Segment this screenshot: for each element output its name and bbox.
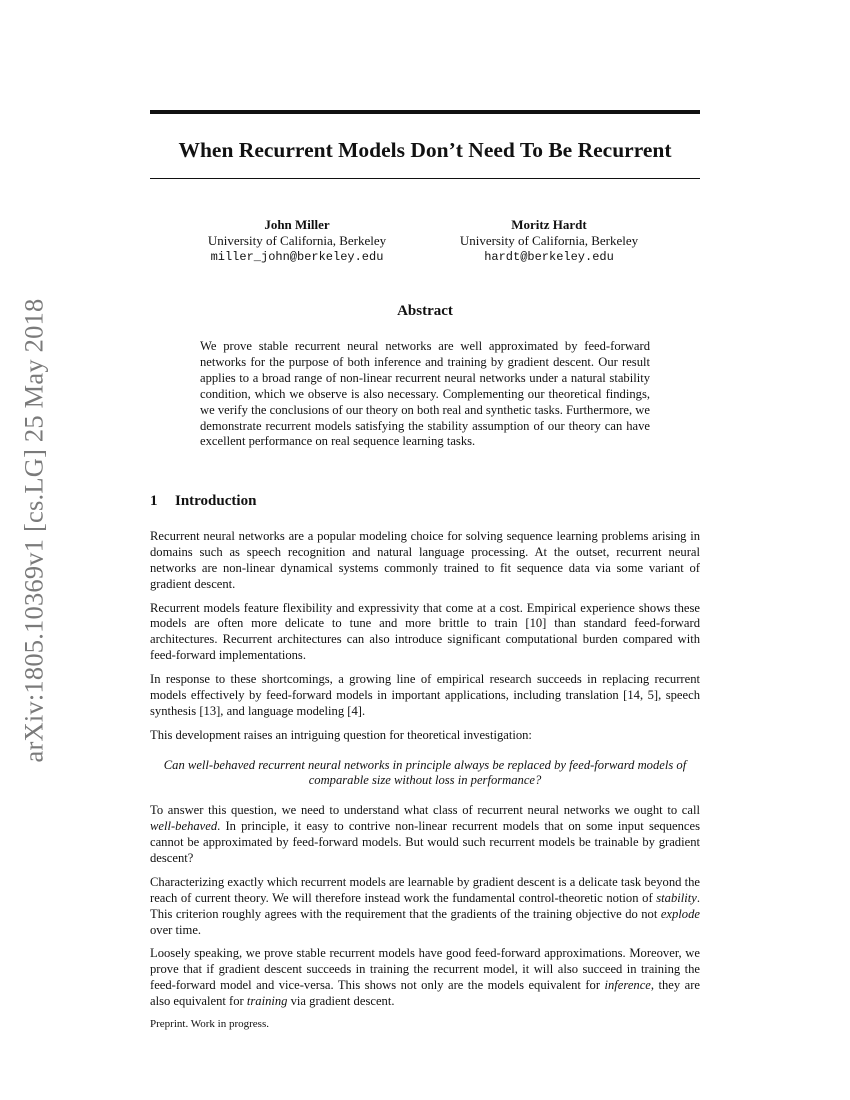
paragraph: Recurrent neural networks are a popular modeling choice for solving sequence learning problems arising in domains such as speech recognition and natural language processing. At the outset, recurrent neural networks are non-linear dynamical systems commonly trained to fit sequence data via some variant of gradient descent. bbox=[150, 529, 700, 591]
author-email: hardt@berkeley.edu bbox=[484, 250, 614, 264]
abstract-text: We prove stable recurrent neural networks are well approximated by feed-forward networks for the purpose of both inference and training by gradient descent. Our result applies to a broad range of non-linear recurrent neural networks under a natural stability condition, which we observe is also necessary. Complementing our theoretical findings, we verify the conclusions of our theory on both real and synthetic tasks. Furthermore, we demonstrate recurrent models satisfying the stability assumption of our theory can have excellent performance on real sequence learning tasks. bbox=[200, 339, 650, 449]
paragraph: In response to these shortcomings, a growing line of empirical research succeeds in replacing recurrent models effectively by feed-forward models in important applications, including translation [14, 5], speech synthesis [13], and language modeling [4]. bbox=[150, 672, 700, 718]
text-run: , they are also equivalent for bbox=[150, 978, 700, 1009]
author-name: John Miller bbox=[264, 217, 330, 232]
emphasis: inference bbox=[604, 978, 651, 993]
paragraph: This development raises an intriguing question for theoretical investigation: bbox=[150, 727, 532, 742]
text-run: Characterizing exactly which recurrent models are learnable by gradient descent is a delicate task beyond the reach of current theory. We will therefore instead work the fundamental control-theoretic notion of bbox=[150, 874, 700, 905]
text-run: over time. bbox=[150, 922, 202, 937]
section-number: 1 bbox=[150, 493, 158, 509]
author-affiliation: University of California, Berkeley bbox=[207, 233, 387, 248]
emphasis: stability bbox=[656, 890, 697, 905]
emphasis: training bbox=[246, 994, 288, 1009]
arxiv-stamp: arXiv:1805.10369v1 [cs.LG] 25 May 2018 bbox=[18, 298, 49, 762]
paper-title: When Recurrent Models Don’t Need To Be Recurrent bbox=[178, 138, 672, 162]
emphasis: explode bbox=[660, 906, 700, 921]
author-1 bbox=[162, 217, 432, 265]
section-heading bbox=[150, 493, 256, 510]
arxiv-sidebar bbox=[6, 260, 62, 800]
text-run: via gradient descent. bbox=[287, 994, 395, 1009]
text-run: To answer this question, we need to understand what class of recurrent neural networks we ought to call bbox=[150, 803, 700, 818]
introduction-body bbox=[150, 529, 700, 1018]
paragraph bbox=[150, 946, 700, 1010]
abstract-heading: Abstract bbox=[397, 303, 453, 319]
author-2 bbox=[414, 217, 684, 265]
title-top-rule bbox=[150, 110, 700, 114]
research-question: Can well-behaved recurrent neural networks in principle always be replaced by feed-forward models of comparable size without loss in performance? bbox=[163, 757, 687, 788]
text-run: Loosely speaking, we prove stable recurrent models have good feed-forward approximations. Moreover, we prove that if gradient descent succeeds in training the recurrent model, it will also succeed in training the feed-forward model and vice-versa. This shows not only are the models equivalent for bbox=[150, 946, 700, 993]
title-bottom-rule bbox=[150, 178, 700, 179]
paragraph bbox=[150, 875, 700, 939]
author-email: miller_john@berkeley.edu bbox=[210, 250, 384, 264]
text-run: . In principle, it easy to contrive non-linear recurrent models that on some input sequences cannot be approximated by feed-forward models. But would such recurrent models be trainable by gradient descent? bbox=[150, 819, 700, 866]
author-affiliation: University of California, Berkeley bbox=[459, 233, 639, 248]
footer-note: Preprint. Work in progress. bbox=[150, 1018, 269, 1030]
paragraph: Recurrent models feature flexibility and expressivity that come at a cost. Empirical experience shows these models are often more delicate to tune and more brittle to train [10] than standard feed-forward architectures. Recurrent architectures can also introduce significant computational burden compared with feed-forward implementations. bbox=[150, 600, 700, 663]
section-title: Introduction bbox=[175, 493, 257, 509]
text-run: . This criterion roughly agrees with the requirement that the gradients of the training objective do not bbox=[150, 890, 700, 921]
emphasis: well-behaved bbox=[150, 819, 218, 834]
paragraph bbox=[150, 803, 700, 867]
author-name: Moritz Hardt bbox=[511, 217, 587, 232]
